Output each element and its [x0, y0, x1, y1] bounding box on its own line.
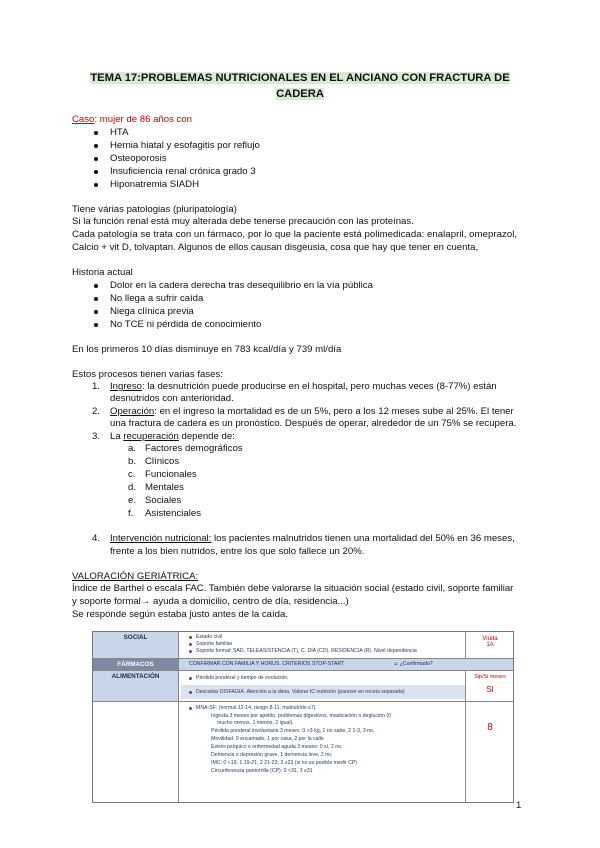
fase-recuperacion: [110, 431, 235, 444]
table-cell: CONFIRMAR CON FAMILIA Y HORUS. CRITERIOS STOP-START: [189, 661, 345, 667]
table-cell: Movilidad: 0 encamado, 1 por casa, 2 por la calle: [211, 736, 324, 742]
score-cell: [465, 671, 514, 701]
fase-text: los pacientes malnutridos tienen una mortalidad del 50% en 36 meses,: [211, 533, 515, 544]
table-cell: IMC: 0 <19, 1 19-21, 2 21-23, 3 ≥23 (si no es posible medir CP): [211, 760, 358, 766]
fase-text: : en el ingreso la mortalidad es de un 5%, pero a los 12 meses sube al 25%. El tener: [154, 406, 514, 417]
table-cell: ☺ ¿Confirmado?: [393, 661, 433, 667]
page-number: 1: [516, 800, 522, 811]
sub-letter: e.: [128, 495, 137, 506]
valoracion-line: Índice de Barthel o escala FAC. También debe valorarse la situación social (estado civil, soporte familiar: [72, 583, 514, 594]
score-value: 8: [487, 722, 493, 733]
valoracion-heading: VALORACIÓN GERIÁTRICA:: [72, 571, 199, 582]
bullet-dot: [189, 650, 192, 653]
bullet-dot: [189, 707, 192, 710]
sub-letter: f.: [128, 508, 134, 519]
historia-heading: Historia actual: [72, 267, 133, 278]
sub-letter: a.: [128, 443, 137, 454]
caso-item: HTA: [110, 127, 129, 138]
fase-term: Operación: [110, 406, 155, 417]
table-row-alimentacion: [93, 671, 513, 702]
bullet-dot: [189, 677, 192, 680]
patologias-line: Calcio + vit D, tolvaptan. Algunos de ellos causan disgeusia, cosa que hay que tener en cuenta,: [72, 242, 479, 253]
sub-letter: d.: [128, 482, 137, 493]
row-label: ALIMENTACIÓN: [93, 671, 179, 701]
caso-item: Osteoporosis: [110, 153, 167, 164]
fase-number: 1.: [92, 381, 101, 392]
table-row-farmacos: [93, 659, 513, 671]
valoracion-line: Se responde según estaba justo antes de la caída.: [72, 609, 289, 620]
historia-item: Dolor en la cadera derecha tras desequilibrio en la vía pública: [110, 280, 373, 291]
fase-text: una fractura de cadera es un pronóstico. Después de operar, alrededor de un 75% se recupera.: [110, 418, 517, 429]
sub-item: Funcionales: [145, 469, 197, 480]
bullet-dot: [189, 643, 192, 646]
table-cell: Soporte familiar: [196, 641, 233, 647]
score-value: Viuda: [482, 636, 498, 642]
caso-item: Hiponatremia SIADH: [110, 179, 200, 190]
sub-item: Mentales: [145, 482, 184, 493]
title-line-2: CADERA: [276, 88, 324, 100]
fase-text: La: [110, 431, 124, 442]
score-value: 1A: [486, 642, 494, 648]
row-label: FÁRMACOS: [93, 659, 179, 670]
table-cell: mucho menos, 1 menos, 2 igual).: [217, 720, 294, 726]
table-cell: Soporte formal: SAD, TELEASISTENCIA (T), C. DÍA (CD), RESIDENCIA (R). Nivel dependencia: [196, 648, 417, 654]
fase-text: desnutridos con anterioridad.: [110, 393, 234, 404]
sub-item: Sociales: [145, 495, 182, 506]
sub-letter: c.: [128, 469, 136, 480]
fase-number: 4.: [92, 533, 101, 544]
table-cell: Descartar DISFAGIA. Atención a la dieta. Valorar IC nutrición (parecer en receta separada): [196, 689, 405, 695]
valoracion-line: y soporte formal→ ayuda a domicilio, centro de día, residencia...): [72, 596, 349, 607]
fase-term: recuperación: [123, 431, 179, 442]
bullet-dot: [189, 636, 192, 639]
row-label: SOCIAL: [93, 632, 179, 658]
table-cell: Pérdida ponderal involuntaria 3 meses: 0 >3 kg, 1 no sabe, 2 1-3, 3 no.: [211, 728, 375, 734]
table-cell: MNA-SF: (normal 12-14, riesgo 8-11, malnutrido ≤7): [196, 705, 316, 711]
fase-intervencion: [110, 533, 515, 546]
sub-item: Asistenciales: [145, 508, 201, 519]
table-cell: Pérdida ponderal y tiempo de evolución.: [196, 675, 289, 681]
table-cell: Estado civil: [196, 634, 223, 640]
score-value: SI: [486, 685, 494, 694]
patologias-line: Tiene várias patologias (pluripatología): [72, 204, 237, 215]
fase-operacion: [110, 406, 514, 419]
score-value: Sip/Si meses: [474, 674, 506, 680]
historia-item: No llega a sufrir caída: [110, 293, 204, 304]
caso-label: Caso: [72, 114, 95, 125]
fase-term: Ingreso: [110, 381, 142, 392]
fase-ingreso: [110, 381, 497, 394]
historia-item: No TCE ni pérdida de conocimiento: [110, 319, 262, 330]
fase-text: frente a los bien nutridos, entre los que solo fallece un 20%.: [110, 546, 365, 557]
sub-item: Factores demográficos: [145, 443, 243, 454]
fases-intro: Estos procesos tienen varias fases:: [72, 369, 223, 380]
table-row-mna: [93, 702, 513, 802]
sub-item: Clínicos: [145, 456, 180, 467]
fase-number: 3.: [92, 431, 101, 442]
fase-number: 2.: [92, 406, 101, 417]
caso-text: : mujer de 86 años con: [94, 114, 193, 125]
patologias-line: Cada patología se trata con un fármaco, por lo que la paciente está polimedicada: enalapril, omeprazol,: [72, 229, 518, 240]
sub-letter: b.: [128, 456, 137, 467]
title-line-1: TEMA 17:PROBLEMAS NUTRICIONALES EN EL ANCIANO CON FRACTURA DE: [90, 72, 510, 84]
table-cell: Demencia o depresión grave, 1 demencia leve, 2 no.: [211, 752, 333, 758]
table-row-social: [93, 632, 513, 659]
primeros-dias: En los primeros 10 días disminuye en 783 kcal/día y 739 ml/día: [72, 344, 342, 355]
table-cell: Ingesta 3 meses por apetito, problemas digestivos, masticación o deglución (0: [211, 713, 391, 719]
historia-item: Niega clínica previa: [110, 306, 194, 317]
table-cell: Circunferencia pantorrilla (CP): 0 <31, 3 ≥31: [211, 768, 313, 774]
patologias-line: Si la función renal está muy alterada debe tenerse precaución con las proteínas.: [72, 216, 414, 227]
page-title: [80, 70, 520, 102]
table-cell: Estrés psíquico o enfermedad aguda 3 meses: 0 sí, 2 no.: [211, 744, 343, 750]
score-cell: [465, 702, 514, 802]
fase-text: : la desnutrición puede producirse en el hospital, pero muchas veces (8-77%) están: [142, 381, 497, 392]
caso-item: Hernia hiatal y esofagitis por reflujo: [110, 140, 260, 151]
geriatric-assessment-table: [92, 631, 514, 803]
bullet-dot: [189, 691, 192, 694]
fase-term: Intervención nutricional:: [110, 533, 212, 544]
caso-item: Insuficiencia renal crónica grado 3: [110, 166, 256, 177]
fase-text: depende de:: [178, 431, 235, 442]
score-cell: [465, 632, 514, 658]
caso-line: [72, 114, 192, 127]
table-cell-tail: ¿Confirmado?: [399, 661, 433, 667]
row-label-empty: [93, 702, 179, 802]
